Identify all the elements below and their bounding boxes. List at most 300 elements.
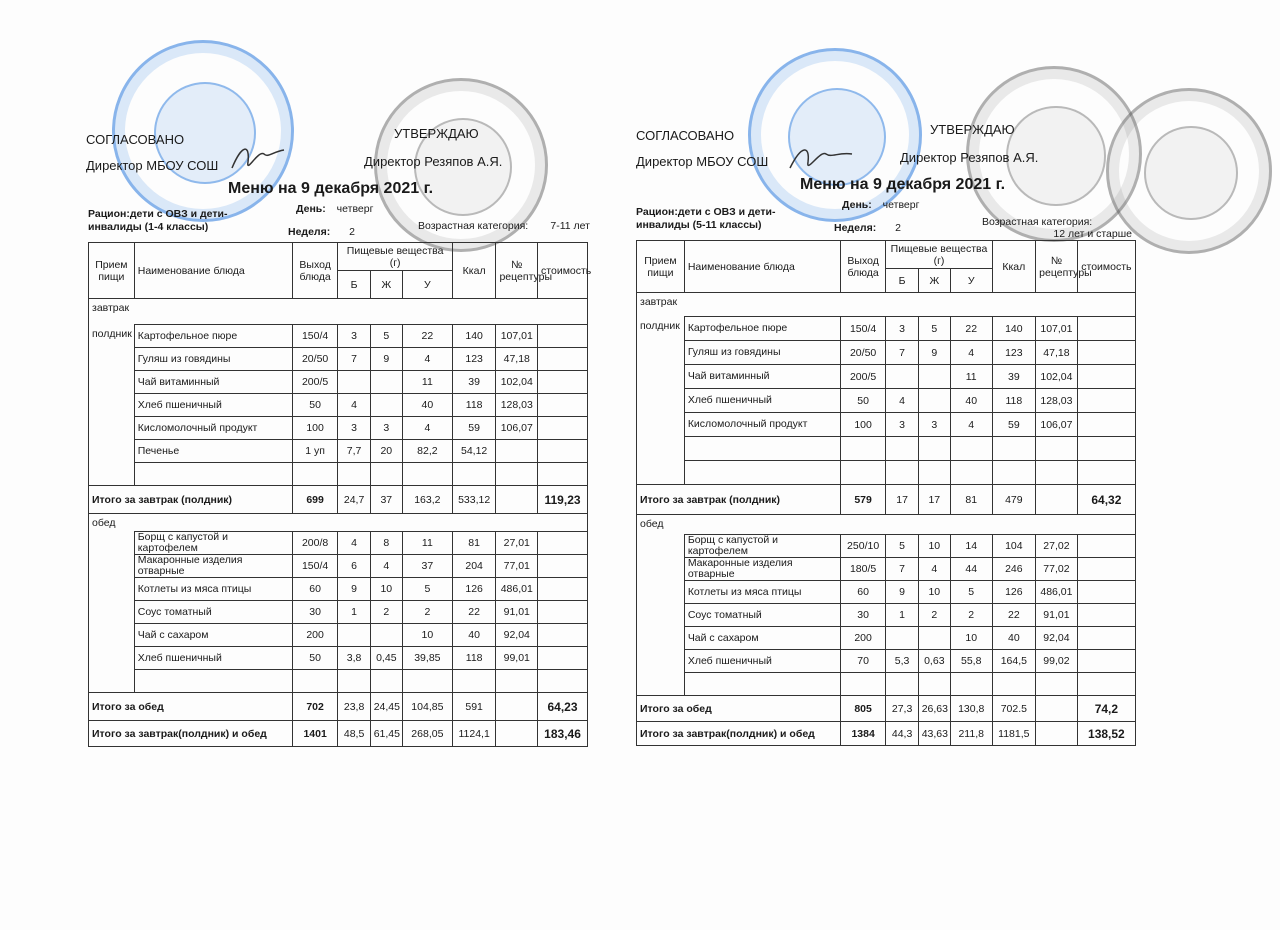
total-cost: 119,23	[538, 486, 588, 514]
dish-row	[89, 325, 588, 348]
total-label: Итого за завтрак(полдник) и обед	[89, 721, 293, 747]
total-yield: 699	[292, 486, 338, 514]
week-field	[288, 226, 355, 239]
total-carbs: 104,85	[402, 693, 452, 721]
lunch-rows	[89, 532, 588, 693]
dish-carbs: 4	[402, 417, 452, 440]
dish-protein: 9	[338, 578, 370, 601]
dish-protein: 4	[338, 532, 370, 555]
approved-label: УТВЕРЖДАЮ	[394, 126, 479, 141]
total-fat: 26,63	[918, 696, 950, 722]
total-protein: 27,3	[886, 696, 918, 722]
approved-label: УТВЕРЖДАЮ	[930, 122, 1015, 137]
dish-carbs: 10	[950, 627, 992, 650]
dish-row	[89, 532, 588, 555]
dish-yield	[840, 673, 886, 696]
dish-row	[89, 348, 588, 371]
dish-row	[637, 317, 1136, 341]
total-yield: 1384	[840, 722, 886, 746]
dish-fat	[918, 627, 950, 650]
dish-carbs: 55,8	[950, 650, 992, 673]
ration-label: Рацион:дети с ОВЗ и дети-инвалиды (1-4 классы)	[88, 208, 228, 233]
lunch-label-row	[637, 515, 1136, 535]
dish-kcal: 118	[992, 389, 1036, 413]
dish-protein	[886, 673, 918, 696]
dish-carbs: 11	[402, 371, 452, 394]
lunch-total-row	[637, 696, 1136, 722]
dish-cost	[538, 371, 588, 394]
total-yield: 1401	[292, 721, 338, 747]
dish-fat	[918, 365, 950, 389]
agreed-label: СОГЛАСОВАНО	[86, 132, 185, 147]
dish-recipe: 77,01	[496, 555, 538, 578]
dish-cost	[1077, 535, 1135, 558]
dish-fat: 5	[370, 325, 402, 348]
total-cost: 183,46	[538, 721, 588, 747]
dish-cost	[1077, 365, 1135, 389]
menu-sheet-right	[636, 0, 1276, 930]
dish-name: Картофельное пюре	[684, 317, 840, 341]
dish-carbs	[950, 673, 992, 696]
dish-row	[89, 624, 588, 647]
dish-cost	[1077, 437, 1135, 461]
dish-carbs: 44	[950, 558, 992, 581]
dish-kcal: 39	[992, 365, 1036, 389]
col-b: Б	[886, 269, 918, 293]
dish-protein: 3	[886, 317, 918, 341]
dish-row	[637, 558, 1136, 581]
dish-kcal: 123	[452, 348, 496, 371]
dish-cost	[538, 601, 588, 624]
dish-cost	[538, 555, 588, 578]
col-name: Наименование блюда	[134, 243, 292, 299]
dish-yield: 60	[840, 581, 886, 604]
dish-protein: 6	[338, 555, 370, 578]
dish-protein: 5	[886, 535, 918, 558]
day-label: День:	[842, 199, 872, 211]
breakfast-label-row	[89, 299, 588, 325]
dish-protein: 1	[338, 601, 370, 624]
total-cost: 138,52	[1077, 722, 1135, 746]
dish-name: Хлеб пшеничный	[134, 394, 292, 417]
total-protein: 44,3	[886, 722, 918, 746]
dish-kcal: 118	[452, 647, 496, 670]
total-cost: 74,2	[1077, 696, 1135, 722]
dish-kcal: 59	[452, 417, 496, 440]
dish-row	[89, 371, 588, 394]
col-name: Наименование блюда	[684, 241, 840, 293]
dish-recipe	[1036, 437, 1078, 461]
dish-fat	[918, 437, 950, 461]
breakfast-total-row	[637, 485, 1136, 515]
day-field	[842, 199, 919, 212]
breakfast-body	[637, 293, 1136, 317]
dish-name: Котлеты из мяса птицы	[134, 578, 292, 601]
dish-recipe: 106,07	[496, 417, 538, 440]
dish-carbs: 5	[402, 578, 452, 601]
dish-kcal: 81	[452, 532, 496, 555]
dish-name: Гуляш из говядины	[134, 348, 292, 371]
dish-kcal	[992, 673, 1036, 696]
dish-kcal: 123	[992, 341, 1036, 365]
menu-table	[88, 242, 592, 747]
dish-fat	[918, 461, 950, 485]
dish-cost	[538, 394, 588, 417]
dish-carbs: 39,85	[402, 647, 452, 670]
dish-protein: 3,8	[338, 647, 370, 670]
dish-fat: 8	[370, 532, 402, 555]
dish-fat	[370, 670, 402, 693]
dish-protein: 9	[886, 581, 918, 604]
dish-name: Борщ с капустой и картофелем	[134, 532, 292, 555]
col-b: Б	[338, 271, 370, 299]
col-nutrients: Пищевые вещества (г)	[886, 241, 992, 269]
dish-row	[89, 417, 588, 440]
dish-carbs: 4	[950, 413, 992, 437]
dish-fat	[918, 673, 950, 696]
dish-recipe: 128,03	[496, 394, 538, 417]
dish-kcal	[992, 437, 1036, 461]
dish-recipe: 92,04	[496, 624, 538, 647]
dish-protein: 7	[338, 348, 370, 371]
day-label: День:	[296, 203, 326, 215]
age-category-value-text: 7-11 лет	[550, 220, 590, 232]
dish-name: Картофельное пюре	[134, 325, 292, 348]
dish-cost	[538, 578, 588, 601]
dish-yield: 100	[292, 417, 338, 440]
breakfast-rows	[637, 317, 1136, 485]
ration-label: Рацион:дети с ОВЗ и дети-инвалиды (5-11 классы)	[636, 206, 776, 231]
dish-protein: 3	[338, 325, 370, 348]
dish-protein	[338, 463, 370, 486]
dish-kcal: 22	[452, 601, 496, 624]
dish-kcal: 140	[452, 325, 496, 348]
dish-carbs: 37	[402, 555, 452, 578]
total-yield: 579	[840, 485, 886, 515]
dish-row	[89, 670, 588, 693]
breakfast-body	[89, 299, 588, 325]
dish-row	[89, 440, 588, 463]
dish-kcal: 164,5	[992, 650, 1036, 673]
total-recipe	[496, 693, 538, 721]
meal-lunch: обед	[89, 514, 588, 532]
lunch-body	[89, 514, 588, 532]
total-protein: 17	[886, 485, 918, 515]
dish-fat: 3	[918, 413, 950, 437]
dish-kcal: 246	[992, 558, 1036, 581]
dish-recipe	[1036, 673, 1078, 696]
dish-recipe: 107,01	[1036, 317, 1078, 341]
dish-name: Чай витаминный	[684, 365, 840, 389]
dish-cost	[1077, 673, 1135, 696]
signature-icon	[228, 140, 288, 176]
dish-yield: 50	[840, 389, 886, 413]
dish-recipe	[1036, 461, 1078, 485]
dish-protein	[886, 437, 918, 461]
dish-yield: 50	[292, 647, 338, 670]
dish-protein	[886, 461, 918, 485]
dish-row	[89, 578, 588, 601]
dish-carbs	[950, 461, 992, 485]
total-label: Итого за завтрак (полдник)	[89, 486, 293, 514]
dish-protein: 4	[886, 389, 918, 413]
dish-carbs: 4	[950, 341, 992, 365]
dish-recipe: 91,01	[496, 601, 538, 624]
dish-row	[89, 647, 588, 670]
dish-cost	[538, 624, 588, 647]
dish-name: Хлеб пшеничный	[684, 650, 840, 673]
day-value: четверг	[882, 199, 920, 211]
dish-protein: 7	[886, 341, 918, 365]
dish-fat: 2	[370, 601, 402, 624]
meal-cell	[89, 532, 135, 693]
total-recipe	[1036, 485, 1078, 515]
dish-yield: 200	[292, 624, 338, 647]
week-label: Неделя:	[288, 226, 331, 238]
total-recipe	[1036, 696, 1078, 722]
col-meal: Прием пищи	[89, 243, 135, 299]
header-row-1	[89, 243, 588, 271]
dish-recipe: 92,04	[1036, 627, 1078, 650]
dish-fat: 2	[918, 604, 950, 627]
col-nutrients: Пищевые вещества (г)	[338, 243, 452, 271]
dish-fat: 5	[918, 317, 950, 341]
dish-yield: 200/8	[292, 532, 338, 555]
dish-carbs: 5	[950, 581, 992, 604]
dish-cost	[1077, 389, 1135, 413]
dish-row	[89, 463, 588, 486]
dish-fat: 3	[370, 417, 402, 440]
total-kcal: 1181,5	[992, 722, 1036, 746]
lunch-label-row	[89, 514, 588, 532]
dish-kcal: 40	[452, 624, 496, 647]
dish-yield: 180/5	[840, 558, 886, 581]
dish-cost	[538, 670, 588, 693]
dish-cost	[538, 325, 588, 348]
dish-cost	[1077, 461, 1135, 485]
dish-row	[637, 365, 1136, 389]
age-category-text: Возрастная категория:	[982, 216, 1093, 228]
dish-kcal: 22	[992, 604, 1036, 627]
dish-carbs: 11	[950, 365, 992, 389]
age-category-value-text: 12 лет и старше	[1053, 228, 1132, 240]
col-cost: стоимость	[538, 243, 588, 299]
dish-kcal: 39	[452, 371, 496, 394]
lunch-total-row	[89, 693, 588, 721]
dish-name: Гуляш из говядины	[684, 341, 840, 365]
dish-row	[637, 604, 1136, 627]
dish-fat	[370, 394, 402, 417]
dish-cost	[1077, 581, 1135, 604]
dish-recipe: 102,04	[1036, 365, 1078, 389]
total-fat: 24,45	[370, 693, 402, 721]
dish-name: Хлеб пшеничный	[134, 647, 292, 670]
dish-kcal: 140	[992, 317, 1036, 341]
dish-yield: 20/50	[292, 348, 338, 371]
dish-row	[89, 394, 588, 417]
dish-protein	[338, 624, 370, 647]
agreed-label: СОГЛАСОВАНО	[636, 128, 735, 143]
dish-name: Кисломолочный продукт	[134, 417, 292, 440]
lunch-rows	[637, 535, 1136, 696]
dish-protein	[886, 365, 918, 389]
total-carbs: 211,8	[950, 722, 992, 746]
dish-fat: 10	[918, 535, 950, 558]
dish-yield: 30	[292, 601, 338, 624]
col-recipe: № рецептуры	[496, 243, 538, 299]
meal-cell: полдник	[637, 317, 685, 485]
dish-cost	[1077, 627, 1135, 650]
breakfast-rows	[89, 325, 588, 486]
dish-yield	[840, 461, 886, 485]
meal-breakfast: завтрак	[89, 299, 588, 325]
dish-carbs	[402, 463, 452, 486]
dish-protein	[886, 627, 918, 650]
total-label: Итого за обед	[637, 696, 841, 722]
total-kcal: 1124,1	[452, 721, 496, 747]
dish-fat: 9	[918, 341, 950, 365]
week-value: 2	[895, 222, 901, 234]
dish-name: Борщ с капустой и картофелем	[684, 535, 840, 558]
dish-yield: 30	[840, 604, 886, 627]
dish-kcal	[992, 461, 1036, 485]
page-title: Меню на 9 декабря 2021 г.	[800, 176, 1006, 193]
dish-protein: 3	[338, 417, 370, 440]
dish-kcal: 104	[992, 535, 1036, 558]
dish-yield: 100	[840, 413, 886, 437]
col-meal: Прием пищи	[637, 241, 685, 293]
dish-fat: 0,63	[918, 650, 950, 673]
dish-row	[89, 601, 588, 624]
total-carbs: 81	[950, 485, 992, 515]
dish-row	[637, 389, 1136, 413]
dish-name: Соус томатный	[684, 604, 840, 627]
dish-kcal	[452, 463, 496, 486]
dish-cost	[538, 532, 588, 555]
breakfast-label-row	[637, 293, 1136, 317]
total-protein: 24,7	[338, 486, 370, 514]
dish-row	[637, 673, 1136, 696]
grand-total-row	[89, 721, 588, 747]
header-row-1	[637, 241, 1136, 269]
dish-row	[637, 413, 1136, 437]
dish-yield	[292, 670, 338, 693]
week-value: 2	[349, 226, 355, 238]
total-protein: 23,8	[338, 693, 370, 721]
dish-kcal: 40	[992, 627, 1036, 650]
dish-protein	[338, 670, 370, 693]
total-carbs: 163,2	[402, 486, 452, 514]
breakfast-total-row	[89, 486, 588, 514]
approved-director: Директор Резяпов А.Я.	[364, 154, 503, 169]
dish-yield: 200/5	[840, 365, 886, 389]
total-yield: 805	[840, 696, 886, 722]
dish-fat: 9	[370, 348, 402, 371]
dish-fat: 4	[370, 555, 402, 578]
dish-fat: 10	[918, 581, 950, 604]
dish-recipe: 102,04	[496, 371, 538, 394]
page-title: Меню на 9 декабря 2021 г.	[228, 180, 434, 197]
dish-carbs: 4	[402, 348, 452, 371]
dish-yield	[292, 463, 338, 486]
dish-name: Чай с сахаром	[684, 627, 840, 650]
dish-row	[637, 437, 1136, 461]
week-label: Неделя:	[834, 222, 877, 234]
col-kcal: Ккал	[992, 241, 1036, 293]
blue-round-stamp	[748, 48, 922, 222]
dish-recipe: 128,03	[1036, 389, 1078, 413]
dish-kcal: 54,12	[452, 440, 496, 463]
dish-carbs: 11	[402, 532, 452, 555]
dish-name: Макаронные изделия отварные	[134, 555, 292, 578]
dish-protein: 1	[886, 604, 918, 627]
dish-recipe: 91,01	[1036, 604, 1078, 627]
dish-kcal: 126	[992, 581, 1036, 604]
col-u: У	[402, 271, 452, 299]
dish-cost	[538, 417, 588, 440]
dish-yield: 150/4	[292, 555, 338, 578]
dish-yield: 200	[840, 627, 886, 650]
dish-recipe	[496, 670, 538, 693]
meal-cell	[637, 535, 685, 696]
dish-row	[637, 627, 1136, 650]
total-recipe	[1036, 722, 1078, 746]
col-cost: стоимость	[1077, 241, 1135, 293]
dish-cost	[538, 463, 588, 486]
dish-cost	[1077, 341, 1135, 365]
dish-cost	[538, 348, 588, 371]
dish-recipe	[496, 463, 538, 486]
menu-table	[636, 240, 1136, 746]
total-kcal: 479	[992, 485, 1036, 515]
dish-recipe: 27,01	[496, 532, 538, 555]
dish-cost	[1077, 413, 1135, 437]
dish-recipe: 107,01	[496, 325, 538, 348]
dish-fat	[370, 624, 402, 647]
dish-name: Котлеты из мяса птицы	[684, 581, 840, 604]
dish-fat: 0,45	[370, 647, 402, 670]
dish-recipe: 47,18	[496, 348, 538, 371]
dish-recipe	[496, 440, 538, 463]
meal-lunch: обед	[637, 515, 1136, 535]
total-kcal: 591	[452, 693, 496, 721]
meal-breakfast: завтрак	[637, 293, 1136, 317]
dish-kcal	[452, 670, 496, 693]
dish-fat	[370, 371, 402, 394]
col-recipe: № рецептуры	[1036, 241, 1078, 293]
agreed-director: Директор МБОУ СОШ	[86, 158, 219, 173]
dish-yield: 150/4	[840, 317, 886, 341]
dish-protein: 3	[886, 413, 918, 437]
total-fat: 61,45	[370, 721, 402, 747]
dish-yield: 250/10	[840, 535, 886, 558]
dish-row	[637, 650, 1136, 673]
dish-name: Чай с сахаром	[134, 624, 292, 647]
day-value: четверг	[336, 203, 374, 215]
dish-name: Кисломолочный продукт	[684, 413, 840, 437]
dish-row	[637, 341, 1136, 365]
dish-yield: 150/4	[292, 325, 338, 348]
dish-carbs	[950, 437, 992, 461]
signature-icon	[786, 140, 856, 176]
approved-director: Директор Резяпов А.Я.	[900, 150, 1039, 165]
grand-total-row	[637, 722, 1136, 746]
dish-recipe: 99,01	[496, 647, 538, 670]
age-category-text: Возрастная категория:	[418, 220, 529, 232]
dish-fat: 10	[370, 578, 402, 601]
dish-yield: 60	[292, 578, 338, 601]
dish-cost	[1077, 604, 1135, 627]
